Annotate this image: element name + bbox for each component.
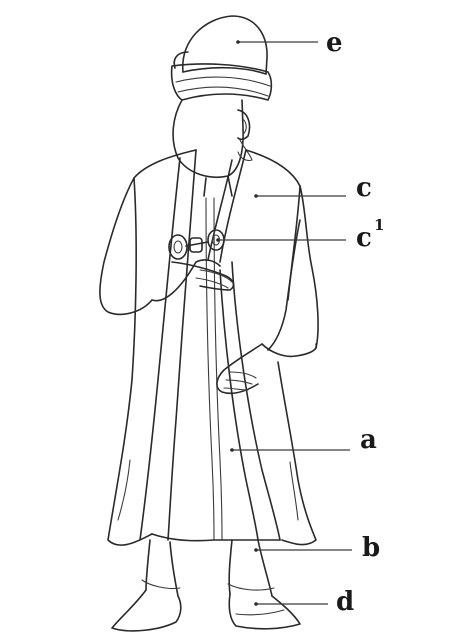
label-e xyxy=(236,28,342,58)
shoes xyxy=(112,590,300,631)
svg-text:d: d xyxy=(336,587,355,617)
svg-text:e: e xyxy=(326,28,343,58)
right-hand xyxy=(217,344,262,393)
label-c xyxy=(254,173,372,203)
svg-text:b: b xyxy=(362,533,381,563)
turban xyxy=(172,16,272,100)
svg-text:c: c xyxy=(356,173,372,203)
label-d xyxy=(254,587,354,617)
label-a xyxy=(230,425,377,455)
brooches xyxy=(169,230,224,259)
svg-text:1: 1 xyxy=(374,216,385,234)
trousers xyxy=(142,540,274,596)
head xyxy=(173,100,252,177)
svg-text:a: a xyxy=(360,425,377,455)
coat xyxy=(100,150,318,545)
svg-text:c: c xyxy=(356,223,372,253)
figure-drawing xyxy=(100,16,318,631)
label-b xyxy=(254,533,380,563)
